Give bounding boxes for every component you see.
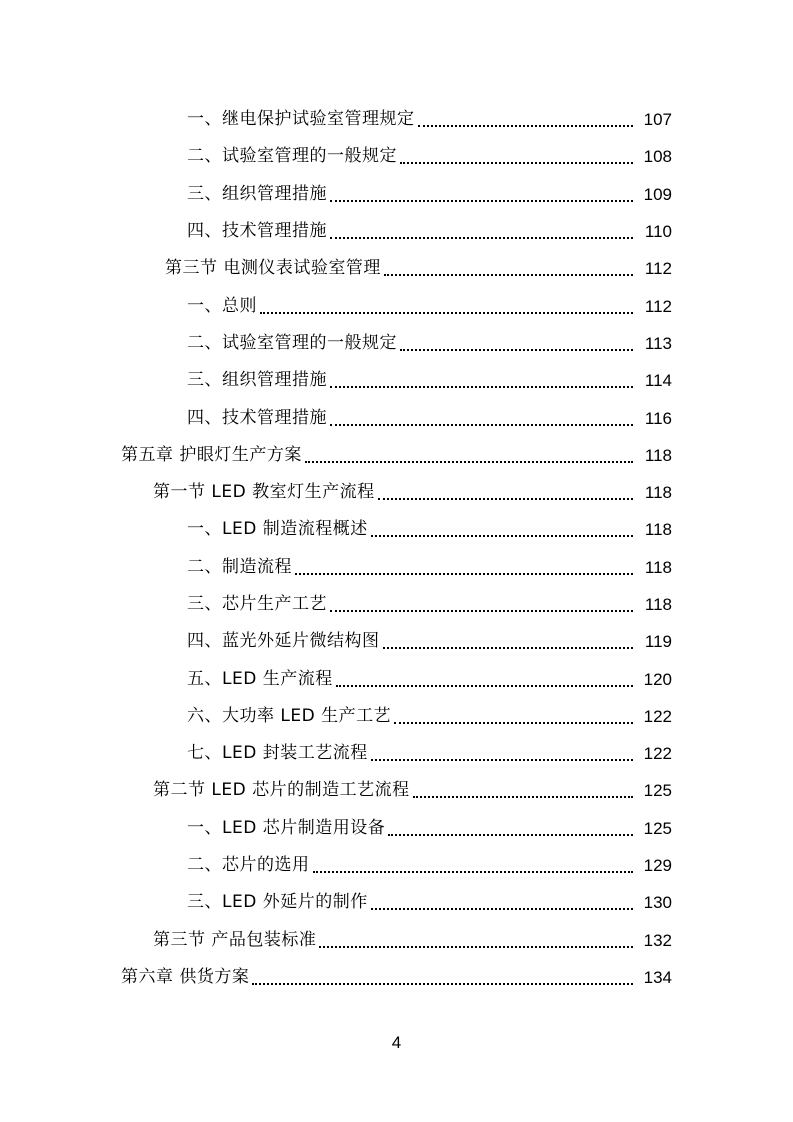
toc-dot-leader — [400, 348, 633, 351]
toc-entry[interactable] — [0, 138, 793, 175]
toc-dot-leader — [394, 721, 633, 724]
toc-entry-page: 122 — [643, 706, 672, 726]
toc-entry-page: 109 — [643, 184, 672, 204]
toc-entry-page: 118 — [644, 445, 672, 465]
toc-entry-page: 118 — [644, 557, 672, 577]
toc-entry-title: 六、大功率 LED 生产工艺 — [187, 705, 392, 726]
toc-entry[interactable] — [0, 362, 793, 399]
toc-entry-title: 三、LED 外延片的制作 — [187, 892, 368, 913]
toc-dot-leader — [305, 460, 633, 463]
toc-entry-title: 七、LED 封装工艺流程 — [187, 743, 368, 764]
toc-entry-title: 第二节 LED 芯片的制造工艺流程 — [153, 780, 410, 801]
toc-entry[interactable] — [0, 959, 793, 996]
toc-dot-leader — [371, 907, 633, 910]
toc-entry-page: 132 — [643, 930, 672, 950]
toc-entry-page: 112 — [644, 296, 672, 316]
toc-entry-page: 116 — [644, 408, 672, 428]
toc-dot-leader — [413, 795, 633, 798]
toc-dot-leader — [313, 870, 634, 873]
toc-entry[interactable] — [0, 698, 793, 735]
toc-entry-page: 112 — [644, 259, 672, 279]
toc-entry-title: 第一节 LED 教室灯生产流程 — [153, 482, 375, 503]
toc-entry-title: 四、技术管理措施 — [187, 221, 327, 242]
toc-entry-title: 第三节 电测仪表试验室管理 — [165, 258, 381, 279]
toc-entry-title: 一、继电保护试验室管理规定 — [187, 109, 415, 130]
toc-dot-leader — [330, 199, 633, 202]
toc-entry[interactable] — [0, 437, 793, 474]
toc-entry[interactable] — [0, 250, 793, 287]
toc-dot-leader — [371, 534, 633, 537]
toc-entry-title: 二、试验室管理的一般规定 — [187, 146, 397, 167]
toc-entry[interactable] — [0, 586, 793, 623]
toc-entry-page: 125 — [643, 781, 672, 801]
toc-entry[interactable] — [0, 810, 793, 847]
toc-entry-title: 二、芯片的选用 — [187, 855, 310, 876]
toc-dot-leader — [319, 945, 633, 948]
toc-entry[interactable] — [0, 176, 793, 213]
toc-entry[interactable] — [0, 922, 793, 959]
toc-entry[interactable] — [0, 213, 793, 250]
toc-entry-title: 三、芯片生产工艺 — [187, 594, 327, 614]
toc-entry-title: 二、制造流程 — [187, 556, 292, 577]
toc-dot-leader — [252, 982, 633, 985]
toc-dot-leader — [378, 497, 633, 500]
toc-dot-leader — [330, 385, 633, 388]
toc-entry-title: 一、总则 — [187, 295, 257, 316]
toc-entry-page: 114 — [644, 371, 672, 391]
table-of-contents — [0, 101, 793, 996]
toc-dot-leader — [336, 684, 633, 687]
toc-entry[interactable] — [0, 884, 793, 921]
toc-entry[interactable] — [0, 511, 793, 548]
toc-entry-page: 107 — [643, 110, 672, 130]
toc-entry-page: 108 — [643, 147, 672, 167]
toc-entry-title: 第三节 产品包装标准 — [153, 929, 317, 950]
toc-entry-page: 129 — [643, 856, 672, 876]
toc-dot-leader — [330, 609, 633, 612]
toc-entry[interactable] — [0, 772, 793, 809]
toc-entry-title: 一、LED 芯片制造用设备 — [187, 817, 386, 838]
toc-entry-page: 120 — [643, 669, 672, 689]
toc-dot-leader — [383, 646, 634, 649]
toc-entry[interactable] — [0, 623, 793, 660]
toc-dot-leader — [371, 758, 633, 761]
toc-entry-title: 五、LED 生产流程 — [187, 668, 333, 689]
toc-dot-leader — [330, 423, 633, 426]
toc-entry-page: 130 — [643, 893, 672, 913]
toc-entry-title: 二、试验室管理的一般规定 — [187, 332, 397, 353]
toc-entry[interactable] — [0, 287, 793, 324]
toc-entry[interactable] — [0, 660, 793, 697]
toc-entry-page: 122 — [643, 744, 672, 764]
toc-entry-title: 一、LED 制造流程概述 — [187, 519, 368, 540]
toc-entry-title: 三、组织管理措施 — [187, 183, 327, 204]
toc-entry-page: 118 — [644, 595, 672, 614]
toc-entry[interactable] — [0, 325, 793, 362]
toc-dot-leader — [295, 572, 633, 575]
toc-entry[interactable] — [0, 399, 793, 436]
page-number: 4 — [391, 1033, 402, 1052]
toc-entry[interactable] — [0, 474, 793, 511]
toc-entry-page: 118 — [644, 520, 672, 540]
toc-dot-leader — [384, 273, 633, 276]
toc-dot-leader — [418, 124, 634, 127]
toc-entry-page: 125 — [643, 818, 672, 838]
toc-entry[interactable] — [0, 101, 793, 138]
toc-entry-title: 四、蓝光外延片微结构图 — [187, 631, 380, 652]
toc-dot-leader — [388, 833, 633, 836]
toc-entry-title: 第五章 护眼灯生产方案 — [121, 444, 302, 465]
toc-entry[interactable] — [0, 549, 793, 586]
toc-entry-page: 119 — [644, 632, 672, 652]
toc-dot-leader — [400, 161, 633, 164]
toc-entry-title: 第六章 供货方案 — [121, 966, 250, 987]
toc-entry-page: 110 — [644, 222, 672, 242]
toc-entry[interactable] — [0, 847, 793, 884]
toc-dot-leader — [260, 311, 633, 314]
toc-entry-title: 三、组织管理措施 — [187, 370, 327, 391]
toc-entry[interactable] — [0, 735, 793, 772]
toc-entry-page: 134 — [643, 967, 672, 987]
toc-entry-page: 113 — [644, 333, 672, 353]
toc-dot-leader — [330, 236, 633, 239]
toc-entry-page: 118 — [644, 483, 672, 503]
toc-entry-title: 四、技术管理措施 — [187, 407, 327, 428]
